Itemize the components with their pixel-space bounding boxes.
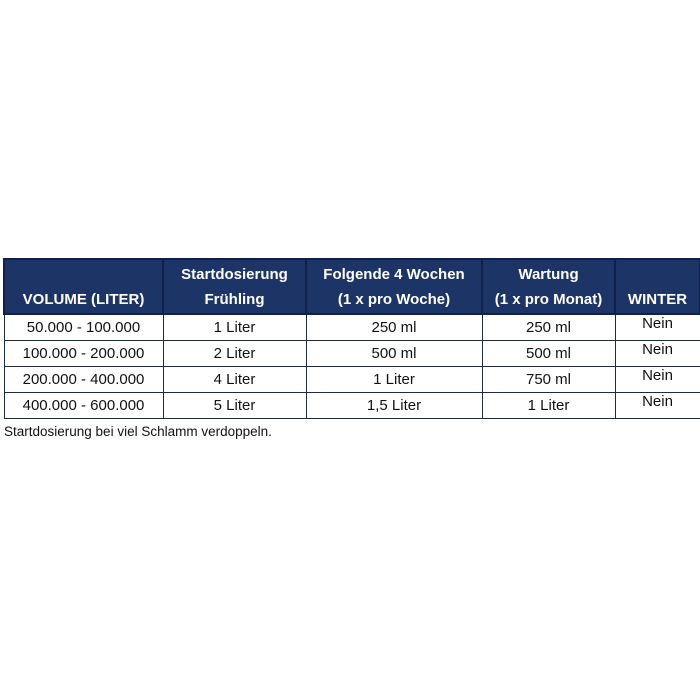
cell-volume: 400.000 - 600.000 (4, 393, 163, 419)
table-row (4, 367, 700, 393)
header-start-dosage-line1: Startdosierung (181, 265, 288, 283)
cell-winter: Nein (615, 341, 700, 367)
cell-following-weeks: 1 Liter (306, 367, 482, 393)
cell-maintenance: 750 ml (482, 367, 615, 393)
header-following-weeks-line1: Folgende 4 Wochen (323, 265, 465, 283)
header-start-dosage-line2: Frühling (204, 290, 265, 308)
cell-maintenance: 250 ml (482, 314, 615, 341)
cell-maintenance: 1 Liter (482, 393, 615, 419)
header-volume (4, 259, 163, 314)
header-following-weeks (306, 259, 482, 314)
header-winter (615, 259, 700, 314)
table-row (4, 314, 700, 341)
header-winter-label: WINTER (627, 291, 688, 308)
footnote: Startdosierung bei viel Schlamm verdoppeln. (4, 424, 272, 439)
header-maintenance (482, 259, 615, 314)
dosage-table (3, 258, 700, 419)
cell-following-weeks: 250 ml (306, 314, 482, 341)
cell-winter: Nein (615, 393, 700, 419)
cell-volume: 200.000 - 400.000 (4, 367, 163, 393)
cell-start-dosage: 5 Liter (163, 393, 306, 419)
header-start-dosage (163, 259, 306, 314)
cell-following-weeks: 500 ml (306, 341, 482, 367)
cell-maintenance: 500 ml (482, 341, 615, 367)
header-volume-label: VOLUME (LITER) (22, 291, 145, 308)
cell-following-weeks: 1,5 Liter (306, 393, 482, 419)
cell-volume: 50.000 - 100.000 (4, 314, 163, 341)
cell-start-dosage: 4 Liter (163, 367, 306, 393)
cell-start-dosage: 1 Liter (163, 314, 306, 341)
cell-winter: Nein (615, 314, 700, 341)
header-following-weeks-line2: (1 x pro Woche) (337, 290, 451, 308)
table-row (4, 393, 700, 419)
cell-winter: Nein (615, 367, 700, 393)
header-maintenance-line2: (1 x pro Monat) (494, 290, 603, 308)
table-header-row (4, 259, 700, 314)
table-row (4, 341, 700, 367)
cell-volume: 100.000 - 200.000 (4, 341, 163, 367)
cell-start-dosage: 2 Liter (163, 341, 306, 367)
header-maintenance-line1: Wartung (518, 265, 579, 283)
